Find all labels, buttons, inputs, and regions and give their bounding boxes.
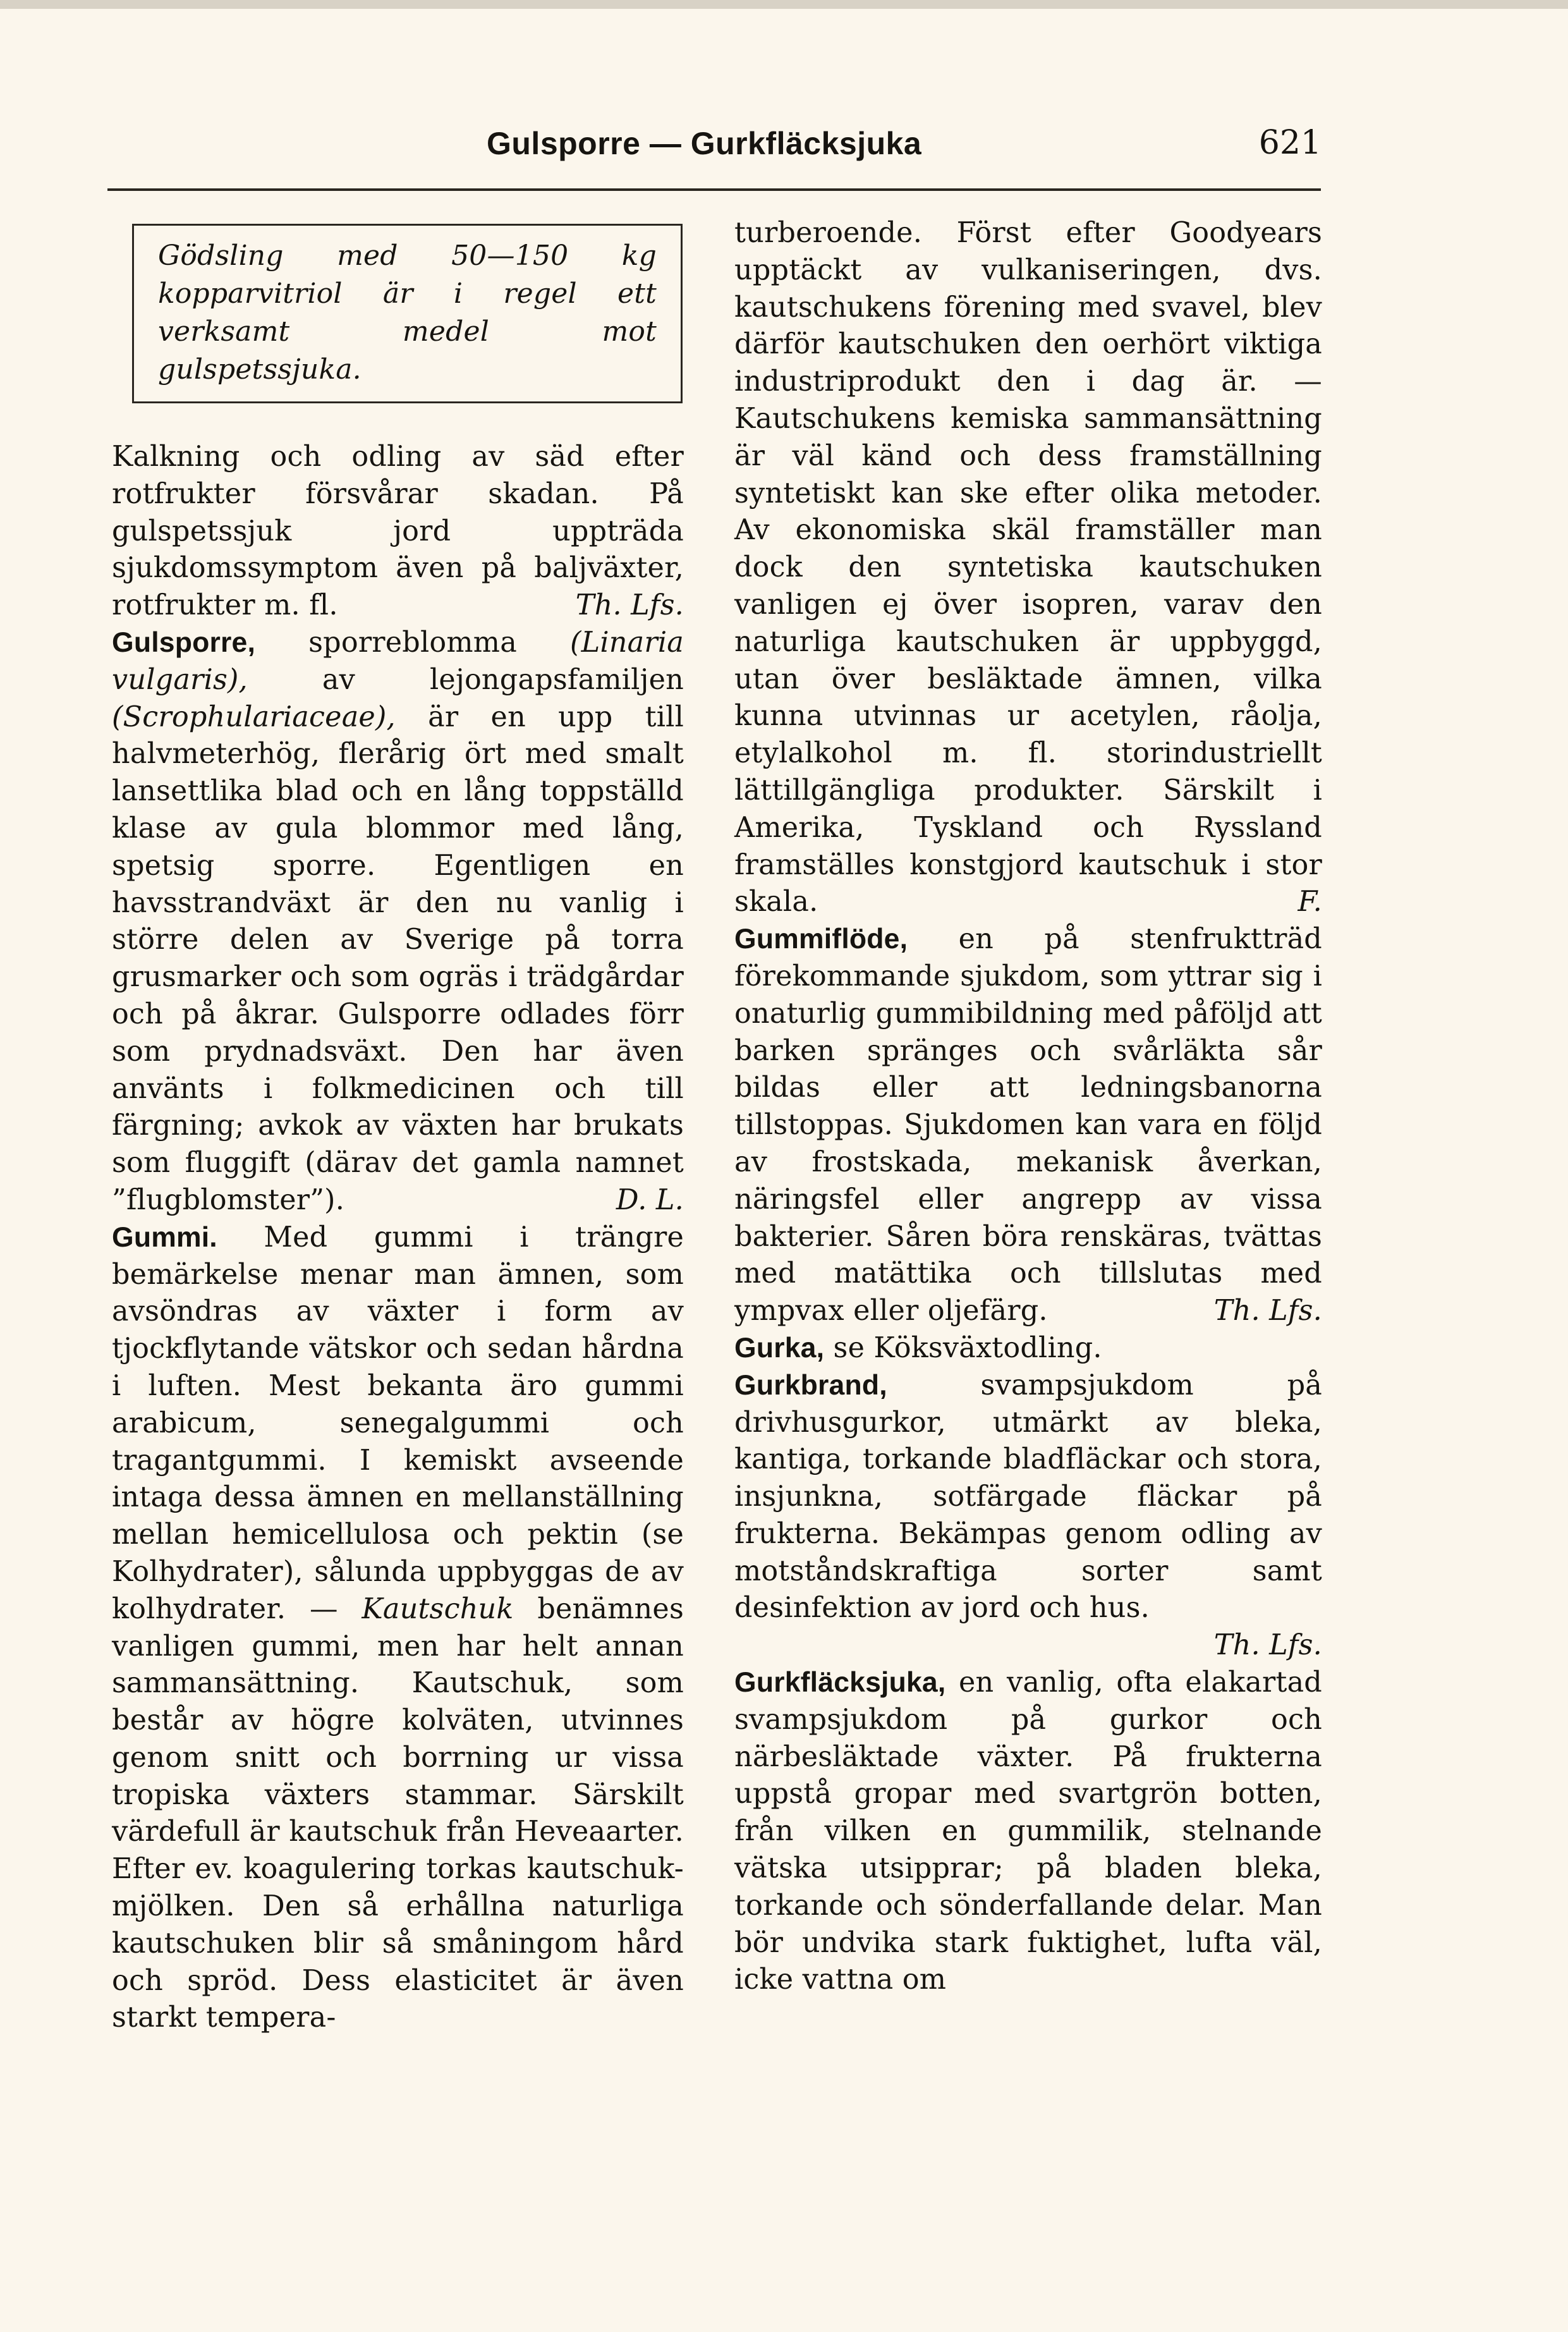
signature: Th. Lfs. <box>1213 1295 1322 1328</box>
latin-name: (Linaria vulgaris), <box>112 626 684 696</box>
entry-headword: Gurkfläcksjuka, <box>734 1667 946 1699</box>
paragraph-kalkning <box>112 439 684 625</box>
entry-text: sporreblomma <box>255 626 571 659</box>
italic-term: Kautschuk <box>362 1592 514 1625</box>
signature: F. <box>1298 886 1322 919</box>
entry-headword: Gummiflöde, <box>734 924 908 955</box>
entry-text: är en upp till halvmeterhög, flerårig ört med smalt lansettlika blad och en lång toppställd klase av gula blommor med lång, spetsig sporre. Egentligen en havsstrandväxt är den nu vanlig i större delen av Sverige på torra grusmarker och som ogräs i trädgårdar och på åkrar. Gulsporre odlades förr som prydnadsväxt. Den har även använts i folkmedicinen och till färgning; avkok av växten har brukats som fluggift (därav det gamla namnet ”flugblomster”). <box>112 700 684 1216</box>
header-rule <box>107 188 1321 191</box>
entry-headword: Gummi. <box>112 1221 217 1253</box>
right-column <box>734 215 1322 1999</box>
entry-text: en på stenfruktträd förekommande sjukdom, som yttrar sig i onaturlig gummibildning med påföljd att barken spränges och svårläkta sår bildas eller att ledningsbanorna tillstoppas. Sjukdomen kan vara en följd av frostskada, mekanisk åverkan, näringsfel eller angrepp av vissa bakterier. Såren böra renskäras, tvättas med matättika och tillslutas med ympvax eller oljefärg. <box>734 923 1322 1328</box>
entry-gulsporre <box>112 625 684 1219</box>
entry-gummi <box>112 1219 684 2037</box>
latin-family-name: (Scrophulariaceae), <box>112 700 396 733</box>
boxed-note: Gödsling med 50—150 kg kopparvitriol är i regel ett verksamt medel mot gulspetssjuka. <box>132 224 683 403</box>
entry-text: svampsjukdom på drivhusgurkor, utmärkt av bleka, kantiga, torkande bladfläckar och stora, insjunkna, sotfärgade fläckar på frukterna. Bekämpas genom odling av motståndskraftiga sorter samt desinfektion av jord och hus. <box>734 1369 1322 1625</box>
entry-gurka <box>734 1330 1322 1367</box>
entry-headword: Gurka, <box>734 1332 825 1364</box>
signature-line <box>734 1627 1322 1664</box>
entry-text: en vanlig, ofta elakartad svampsjukdom på gurkor och närbesläktade växter. På frukterna uppstå gropar med svartgrön botten, från vilken en gummilik, stelnande vätska utsipprar; på bladen bleka, torkande och sönderfallande delar. Man bör undvika stark fuktighet, lufta väl, icke vattna om <box>734 1666 1322 1996</box>
signature: Th. Lfs. <box>575 589 684 622</box>
entry-text: Med gummi i trängre bemärkelse menar man ämnen, som avsöndras av växter i form av tjockflytande vätskor och sedan hårdna i luften. Mest bekanta äro gummi arabicum, senegalgummi och tragantgummi. I kemiskt avseende intaga dessa ämnen en mellanställning mellan hemicellulosa och pektin (se Kolhydrater), sålunda uppbyggas de av kolhydrater. — <box>112 1221 684 1625</box>
page-top-edge <box>0 0 1568 9</box>
entry-text: se Köksväxtodling. <box>824 1331 1102 1364</box>
entry-text: av lejongapsfamiljen <box>247 663 684 696</box>
paragraph-continuation <box>734 215 1322 921</box>
entry-gurkbrand <box>734 1367 1322 1628</box>
running-header-title: Gulsporre — Gurkfläcksjuka <box>487 126 922 161</box>
entry-headword: Gurkbrand, <box>734 1369 887 1401</box>
signature: D. L. <box>616 1183 684 1216</box>
entry-headword: Gulsporre, <box>112 626 256 658</box>
signature: Th. Lfs. <box>1213 1629 1322 1662</box>
paragraph-kalkning-text: Kalkning och odling av säd efter rotfrukter försvårar skadan. På gulspetssjuk jord uppträda sjukdomssymptom även på baljväxter, rotfrukter m. fl. <box>112 441 684 622</box>
entry-gurkflacksjuka <box>734 1664 1322 1999</box>
left-column <box>112 215 684 2037</box>
entry-text: benämnes vanligen gummi, men har helt annan sammansättning. Kautschuk, som består av högre kolväten, utvinnes genom snitt och borrning ur vissa tropiska växters stammar. Särskilt värdefull är kautschuk från Heveaarter. Efter ev. koagulering torkas kautschuk-mjölken. Den så erhållna naturliga kautschuken blir så småningom hård och spröd. Dess elasticitet är även starkt tempera- <box>112 1592 684 2034</box>
page-number: 621 <box>1258 124 1322 162</box>
entry-gummiflode <box>734 921 1322 1330</box>
continuation-text: turberoende. Först efter Goodyears upptäckt av vulkaniseringen, dvs. kautschukens förening med svavel, blev därför kautschuken den oerhört viktiga industriprodukt den i dag är. — Kautschukens kemiska sammansättning är väl känd och dess framställning syntetiskt kan ske efter olika metoder. Av ekonomiska skäl framställer man dock den syntetiska kautschuken vanligen ej över isopren, varav den naturliga kautschuken är uppbyggd, utan över besläktade ämnen, vilka kunna utvinnas ur acetylen, råolja, etylalkohol m. fl. storindustriellt lättillgängliga produkter. Särskilt i Amerika, Tyskland och Ryssland framställes konstgjord kautschuk i stor skala. <box>734 217 1322 919</box>
